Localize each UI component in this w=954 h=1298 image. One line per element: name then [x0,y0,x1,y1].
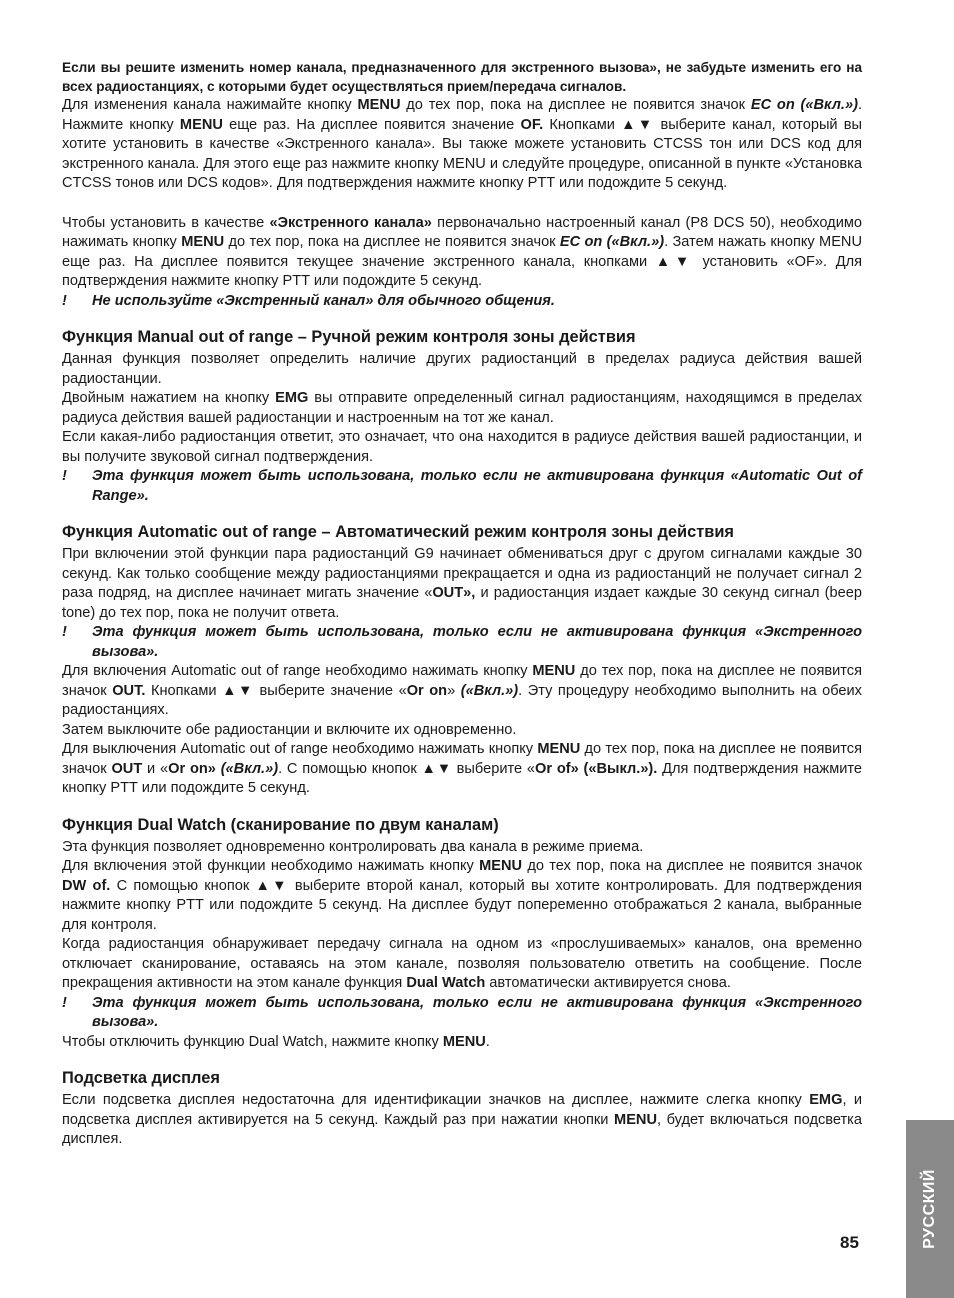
automatic-range-p4: Для выключения Automatic out of range необходимо нажимать кнопку MENU до тех пор, пока на дисплее не появится значок OUT и «Or on» («Вкл.»). С помощью кнопок ▲▼ выберите «Or of» («Выкл.»). Для подтверждения нажмите кнопку PTT или подождите 5 секунд. [62,741,863,796]
manual-range-p1: Данная функция позволяет определить наличие других радиостанций в пределах радиуса действия вашей радиостанции. [62,351,862,387]
dual-watch-p4: Чтобы отключить функцию Dual Watch, нажмите кнопку MENU. [62,1033,490,1050]
emergency-default-paragraph: Чтобы установить в качестве «Экстренного канала» первоначально настроенный канал (P8 DCS 50), необходимо нажимать кнопку MENU до тех пор, пока на дисплее не появится значок EC on («Вкл.»). Затем нажать кнопку MENU еще раз. На дисплее появится текущее значение экстренного канала, кнопками ▲▼ установить «OF». Для подтверждения нажмите кнопку PTT или подождите 5 секунд. [62,214,863,289]
automatic-range-note: ! Эта функция может быть использована, только если не активирована функция «Экстренного вызова». [62,624,862,660]
automatic-range-p3: Затем выключите обе радиостанции и включите их одновременно. [62,721,517,738]
dual-watch-heading: Функция Dual Watch (сканирование по двум каналам) [62,815,499,834]
emergency-change-warning: Если вы решите изменить номер канала, предназначенного для экстренного вызова», не забудьте изменить его на всех радиостанциях, с которыми будет осуществляться прием/передача сигналов. [62,60,862,94]
dual-watch-p3: Когда радиостанция обнаруживает передачу сигнала на одном из «прослушиваемых» каналов, она временно отключает сканирование, оставаясь на этом канале, позволяя пользователю ответить на сообщение. После прекращения активности на этом канале функция Dual Watch автоматически активируется снова. [62,936,862,991]
emergency-note: ! Не используйте «Экстренный канал» для обычного общения. [62,292,555,309]
backlight-p1: Если подсветка дисплея недостаточна для идентификации значков на дисплее, нажмите слегка кнопку EMG, и подсветка дисплея активируется на 5 секунд. Каждый раз при нажатии кнопки MENU, будет включаться подсветка дисплея. [62,1092,862,1147]
manual-page-content [62,58,862,1150]
backlight-heading: Подсветка дисплея [62,1069,220,1087]
page-number: 85 [840,1233,859,1252]
dual-watch-p1: Эта функция позволяет одновременно контролировать два канала в режиме приема. [62,838,644,855]
dual-watch-p2: Для включения этой функции необходимо нажимать кнопку MENU до тех пор, пока на дисплее не появится значок DW of. С помощью кнопок ▲▼ выберите второй канал, который вы хотите контролировать. Для подтверждения нажмите кнопку PTT или подождите 5 секунд. На дисплее будут попеременно отображаться 2 канала, выбранные для контроля. [62,858,862,933]
emergency-change-paragraph: Для изменения канала нажимайте кнопку MENU до тех пор, пока на дисплее не появится значок EC on («Вкл.»). Нажмите кнопку MENU еще раз. На дисплее появится значение OF. Кнопками ▲▼ выберите канал, который вы хотите установить в качестве «Экстренного канала». Вы также можете установить CTCSS тон или DCS код для экстренного канала. Для этого еще раз нажмите кнопку MENU и следуйте процедуре, описанной в пункте «Установка CTCSS тонов или DCS кодов». Для подтверждения нажмите кнопку PTT или подождите 5 секунд. [62,97,863,191]
manual-range-p3: Если какая-либо радиостанция ответит, это означает, что она находится в радиусе действия вашей радиостанции, и вы получите звуковой сигнал подтверждения. [62,429,862,465]
manual-range-heading: Функция Manual out of range – Ручной режим контроля зоны действия [62,328,636,346]
language-side-tab [906,1120,954,1298]
automatic-range-heading: Функция Automatic out of range – Автоматический режим контроля зоны действия [62,523,734,541]
dual-watch-note: ! Эта функция может быть использована, только если не активирована функция «Экстренного вызова». [62,994,862,1030]
automatic-range-p2: Для включения Automatic out of range необходимо нажимать кнопку MENU до тех пор, пока на дисплее не появится значок OUT. Кнопками ▲▼ выберите значение «Or on» («Вкл.»). Эту процедуру необходимо выполнить на обеих радиостанциях. [62,663,862,718]
automatic-range-p1: При включении этой функции пара радиостанций G9 начинает обмениваться друг с другом сигналами каждые 30 секунд. Как только сообщение между радиостанциями прекращается и одна из радиостанций не получает сигнал 2 раза подряд, на дисплее начинает мигать значение «OUT», и радиостанция издает каждые 30 секунд сигнал (beep tone) до тех пор, пока не получит ответа. [62,546,862,621]
language-side-tab-label: РУССКИЙ [921,1169,938,1249]
manual-range-note: ! Эта функция может быть использована, только если не активирована функция «Automatic Out of Range». [62,468,862,504]
manual-range-p2: Двойным нажатием на кнопку EMG вы отправите определенный сигнал радиостанциям, находящимся в пределах радиуса действия вашей радиостанции и настроенным на тот же канал. [62,390,862,426]
